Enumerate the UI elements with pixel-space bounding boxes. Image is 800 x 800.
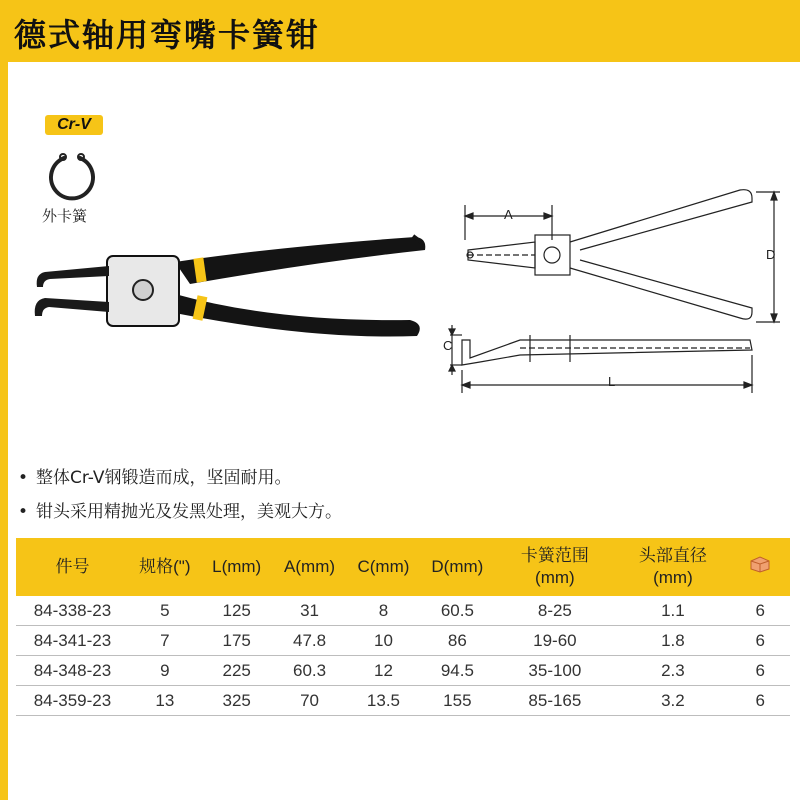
col-range-unit: (mm)	[535, 568, 575, 587]
cell: 125	[201, 596, 273, 626]
col-head-unit: (mm)	[653, 568, 693, 587]
col-range	[494, 538, 615, 596]
col-a: A(mm)	[284, 557, 336, 576]
cell: 5	[129, 596, 201, 626]
feature-1: • 整体Cr-V钢锻造而成，坚固耐用。	[18, 468, 292, 488]
cell: 8-25	[494, 596, 615, 626]
cell: 60.3	[273, 656, 347, 686]
cell: 85-165	[494, 686, 615, 716]
material-badge	[45, 115, 103, 135]
cell: 1.1	[615, 596, 730, 626]
table-row	[16, 596, 790, 626]
spec-table	[16, 538, 790, 716]
col-head-label: 头部直径	[638, 546, 707, 565]
col-head-diameter	[615, 538, 730, 596]
cell: 70	[273, 686, 347, 716]
cell: 86	[420, 626, 494, 656]
cell: 94.5	[420, 656, 494, 686]
cell: 19-60	[494, 626, 615, 656]
feature-text: 整体Cr-V钢锻造而成，坚固耐用。	[36, 468, 292, 488]
cell: 8	[347, 596, 421, 626]
cell: 47.8	[273, 626, 347, 656]
feature-text: 钳头采用精抛光及发黑处理，美观大方。	[36, 502, 342, 522]
col-pack	[730, 538, 790, 596]
cell: 84-341-23	[16, 626, 129, 656]
table-header-row	[16, 538, 790, 596]
cell: 175	[201, 626, 273, 656]
cell: 13.5	[347, 686, 421, 716]
pliers-image	[15, 232, 435, 342]
col-c: C(mm)	[357, 557, 410, 576]
dim-label-c: C	[443, 338, 453, 353]
cell: 6	[730, 686, 790, 716]
cell: 12	[347, 656, 421, 686]
cell: 31	[273, 596, 347, 626]
dim-label-d: D	[766, 247, 776, 262]
cell: 7	[129, 626, 201, 656]
cell: 225	[201, 656, 273, 686]
cell: 84-348-23	[16, 656, 129, 686]
col-size: 规格(")	[139, 557, 191, 576]
header-bar	[0, 0, 800, 62]
dim-label-l: L	[608, 374, 616, 389]
cell: 10	[347, 626, 421, 656]
cell: 35-100	[494, 656, 615, 686]
table-row	[16, 626, 790, 656]
cell: 60.5	[420, 596, 494, 626]
ring-label: 外卡簧	[42, 207, 88, 225]
circlip-ring-icon	[46, 148, 98, 204]
cell: 1.8	[615, 626, 730, 656]
cell: 84-359-23	[16, 686, 129, 716]
cell: 6	[730, 626, 790, 656]
dim-label-a: A	[504, 207, 513, 222]
cell: 9	[129, 656, 201, 686]
cell: 6	[730, 596, 790, 626]
col-d: D(mm)	[431, 557, 484, 576]
cell: 84-338-23	[16, 596, 129, 626]
cell: 6	[730, 656, 790, 686]
cell: 3.2	[615, 686, 730, 716]
cell: 13	[129, 686, 201, 716]
col-part-number: 件号	[55, 557, 90, 576]
cell: 2.3	[615, 656, 730, 686]
col-range-label: 卡簧范围	[520, 546, 589, 565]
cell: 155	[420, 686, 494, 716]
feature-2: • 钳头采用精抛光及发黑处理，美观大方。	[18, 502, 342, 522]
dimension-drawing	[440, 180, 790, 395]
col-length: L(mm)	[212, 557, 262, 576]
box-icon	[749, 555, 771, 573]
table-row	[16, 656, 790, 686]
page-title: 德式轴用弯嘴卡簧钳	[14, 16, 321, 54]
cell: 325	[201, 686, 273, 716]
table-row	[16, 686, 790, 716]
material-badge-label: Cr-V	[57, 116, 91, 133]
